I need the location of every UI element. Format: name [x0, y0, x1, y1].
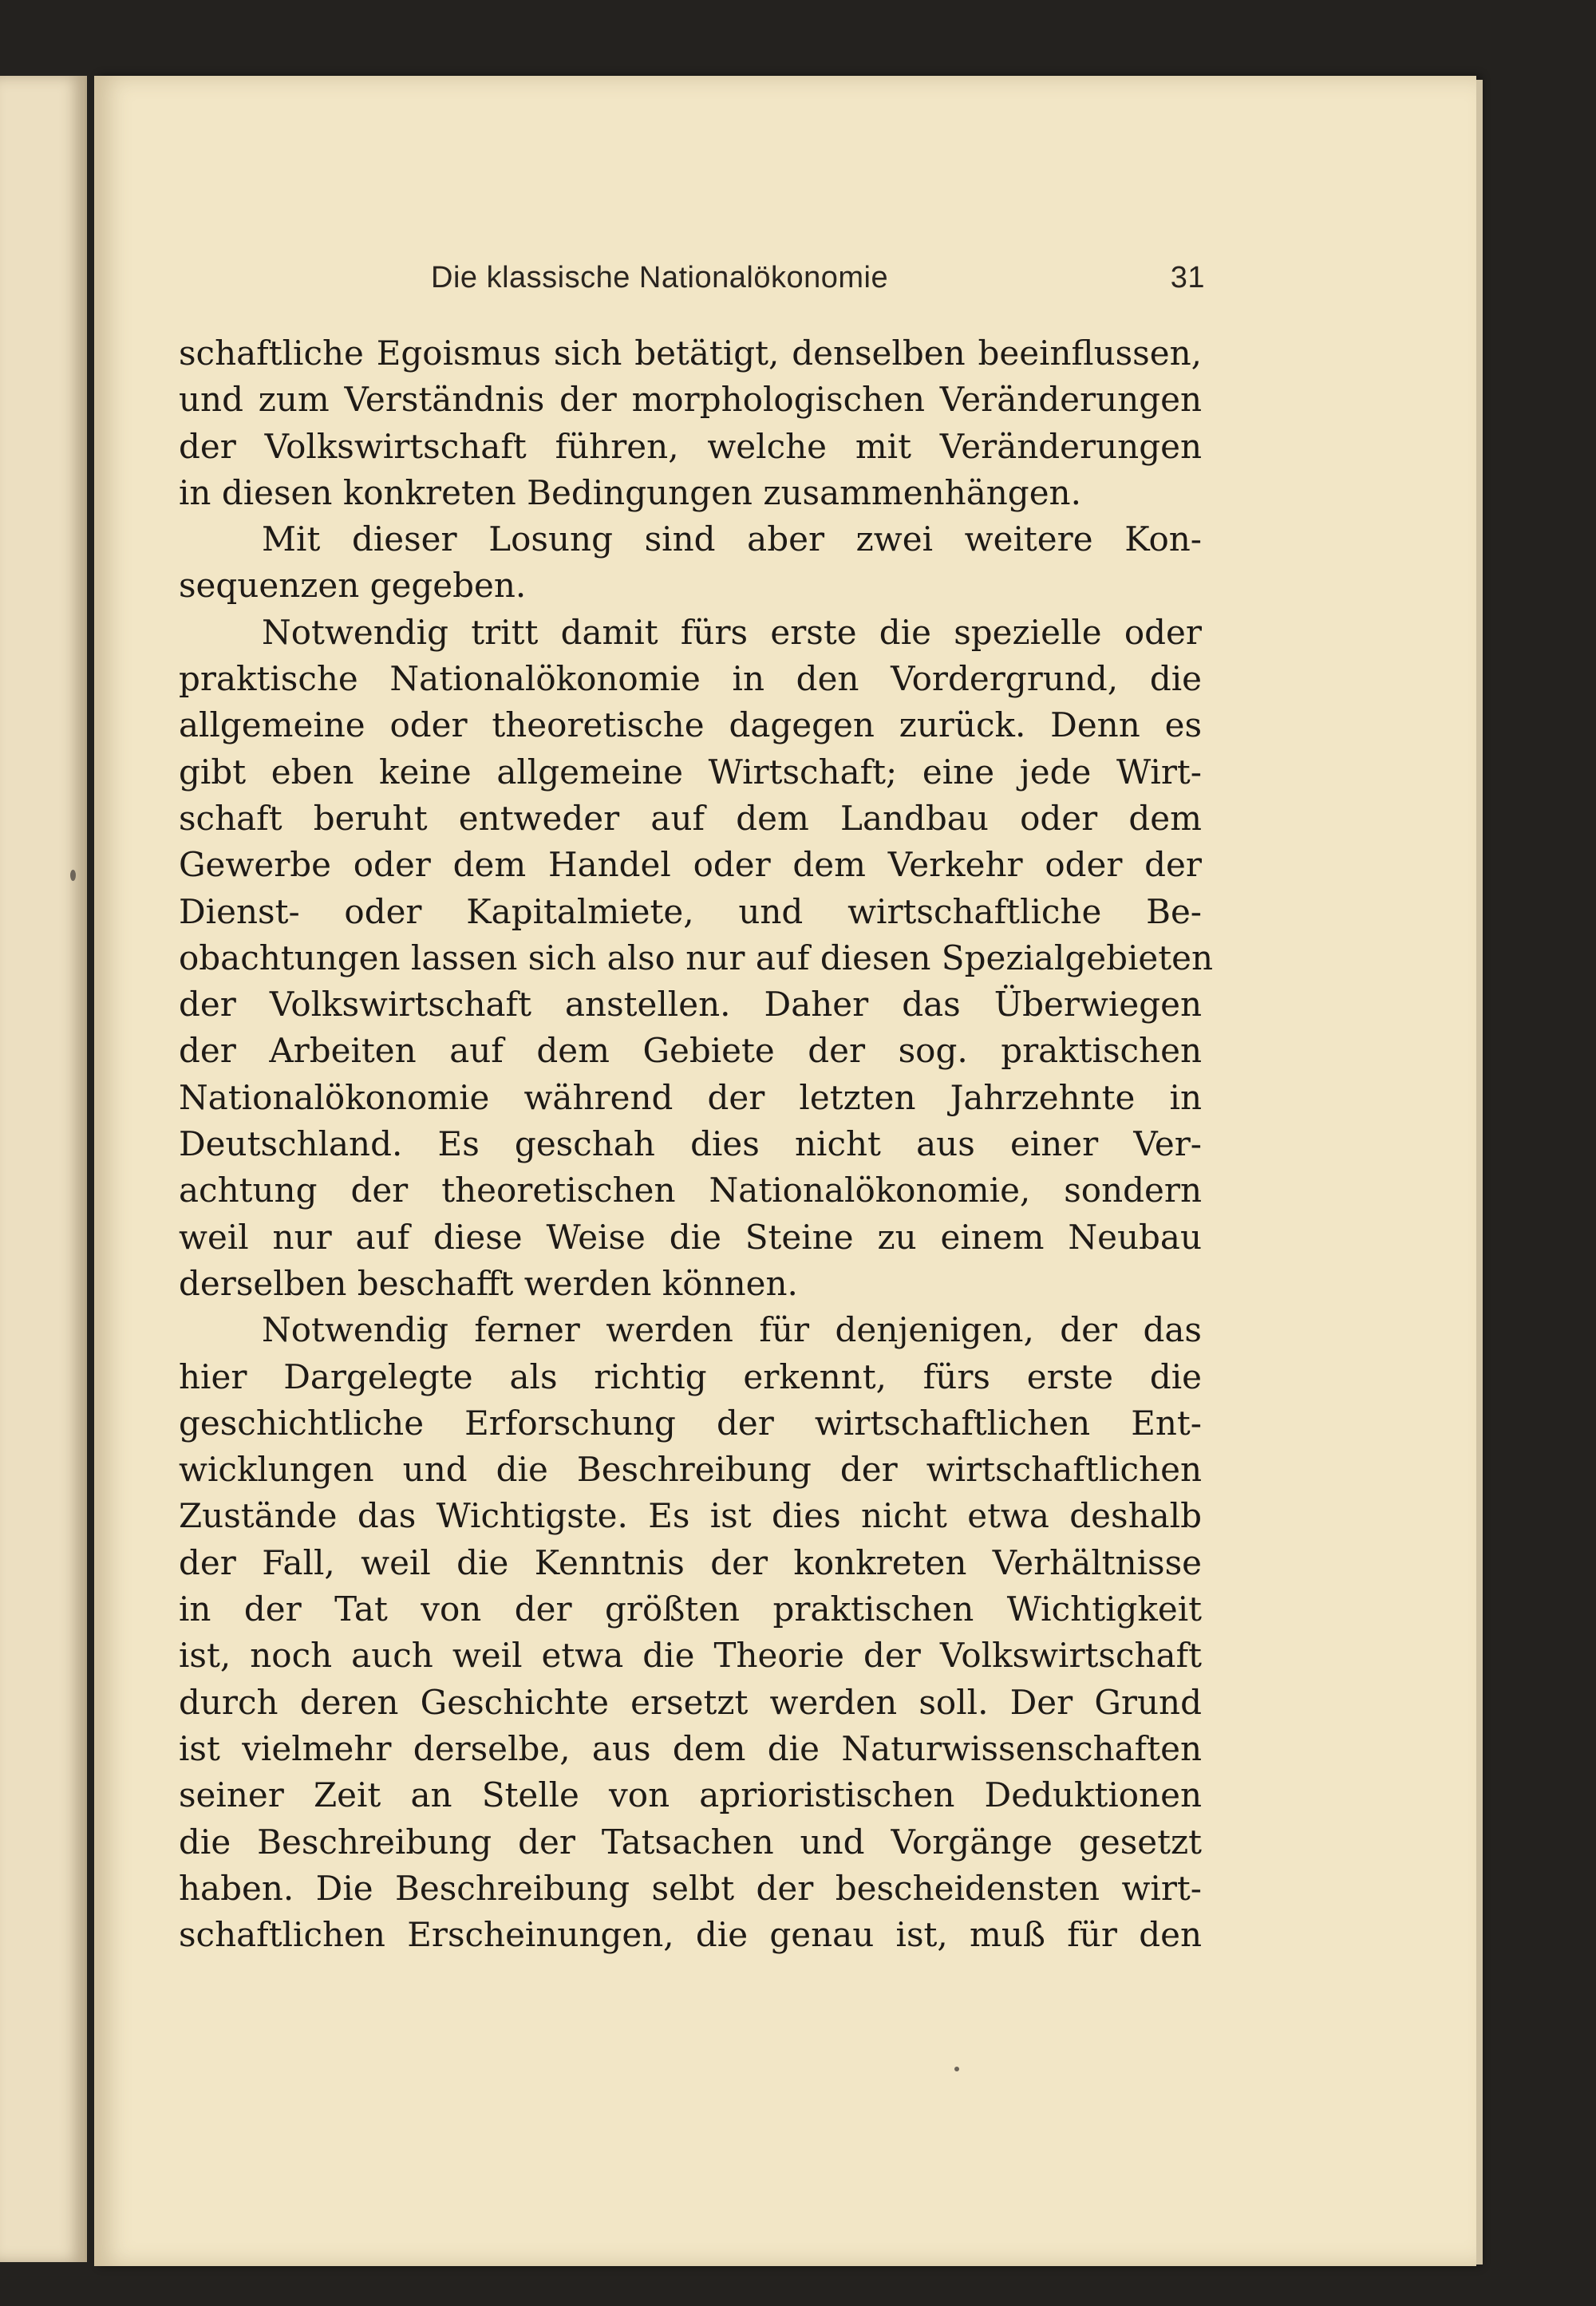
- text-line: obachtungen lassen sich also nur auf diesen Spezialgebieten: [179, 938, 1214, 977]
- margin-speck: [70, 870, 76, 881]
- text-line: Gewerbe oder dem Handel oder dem Verkehr oder der: [179, 845, 1202, 885]
- text-line: praktische Nationalökonomie in den Vordergrund, die: [179, 659, 1202, 699]
- body-text: [179, 330, 1214, 1958]
- text-line: weil nur auf diese Weise die Steine zu einem Neubau: [179, 1217, 1202, 1257]
- left-page-edge: [0, 76, 87, 2262]
- text-line: derselben beschafft werden können.: [179, 1263, 798, 1303]
- text-line: ist, noch auch weil etwa die Theorie der Volkswirtschaft: [179, 1636, 1202, 1676]
- text-line: sequenzen gegeben.: [179, 566, 527, 606]
- text-line: die Beschreibung der Tatsachen und Vorgänge gesetzt: [179, 1822, 1202, 1862]
- text-line: ist vielmehr derselbe, aus dem die Naturwissenschaften: [179, 1728, 1202, 1768]
- text-line: der Arbeiten auf dem Gebiete der sog. praktischen: [179, 1031, 1202, 1071]
- text-line: der Volkswirtschaft führen, welche mit Veränderungen: [179, 426, 1202, 466]
- text-line: seiner Zeit an Stelle von aprioristischen Deduktionen: [179, 1775, 1202, 1815]
- running-title: Die klassische Nationalökonomie: [431, 261, 889, 294]
- text-line: der Fall, weil die Kenntnis der konkreten Verhältnisse: [179, 1542, 1202, 1582]
- margin-speck: [954, 2067, 959, 2071]
- text-line: schaft beruht entweder auf dem Landbau oder dem: [179, 798, 1202, 838]
- text-line: in diesen konkreten Bedingungen zusammenhängen.: [179, 472, 1081, 512]
- text-line: Zustände das Wichtigste. Es ist dies nicht etwa deshalb: [179, 1496, 1202, 1536]
- text-line: hier Dargelegte als richtig erkennt, fürs erste die: [179, 1356, 1202, 1396]
- text-line: achtung der theoretischen Nationalökonomie, sondern: [179, 1171, 1202, 1210]
- text-line: in der Tat von der größten praktischen Wichtigkeit: [179, 1589, 1202, 1629]
- text-line: schaftliche Egoismus sich betätigt, denselben beeinflussen,: [179, 334, 1202, 373]
- text-line: wicklungen und die Beschreibung der wirtschaftlichen: [179, 1450, 1202, 1490]
- text-line: allgemeine oder theoretische dagegen zurück. Denn es: [179, 705, 1202, 745]
- text-line: und zum Verständnis der morphologischen Veränderungen: [179, 380, 1202, 420]
- text-line: geschichtliche Erforschung der wirtschaftlichen Ent-: [179, 1403, 1202, 1443]
- text-line: schaftlichen Erscheinungen, die genau ist, muß für den: [179, 1915, 1202, 1955]
- text-line: Dienst- oder Kapitalmiete, und wirtschaftliche Be-: [179, 891, 1202, 931]
- text-line: Notwendig tritt damit fürs erste die spezielle oder: [262, 612, 1202, 652]
- text-line: Mit dieser Losung sind aber zwei weitere Kon-: [262, 519, 1202, 559]
- text-line: der Volkswirtschaft anstellen. Daher das Überwiegen: [179, 985, 1202, 1025]
- text-line: gibt eben keine allgemeine Wirtschaft; eine jede Wirt-: [179, 752, 1202, 792]
- text-line: Deutschland. Es geschah dies nicht aus einer Ver-: [179, 1124, 1202, 1164]
- text-line: Nationalökonomie während der letzten Jahrzehnte in: [179, 1077, 1202, 1117]
- page-number: 31: [1170, 261, 1205, 294]
- text-line: durch deren Geschichte ersetzt werden soll. Der Grund: [179, 1682, 1202, 1722]
- text-line: haben. Die Beschreibung selbt der bescheidensten wirt-: [179, 1868, 1202, 1908]
- running-head: [431, 261, 1205, 301]
- text-line: Notwendig ferner werden für denjenigen, der das: [262, 1310, 1202, 1350]
- page-edge: [1476, 80, 1483, 2265]
